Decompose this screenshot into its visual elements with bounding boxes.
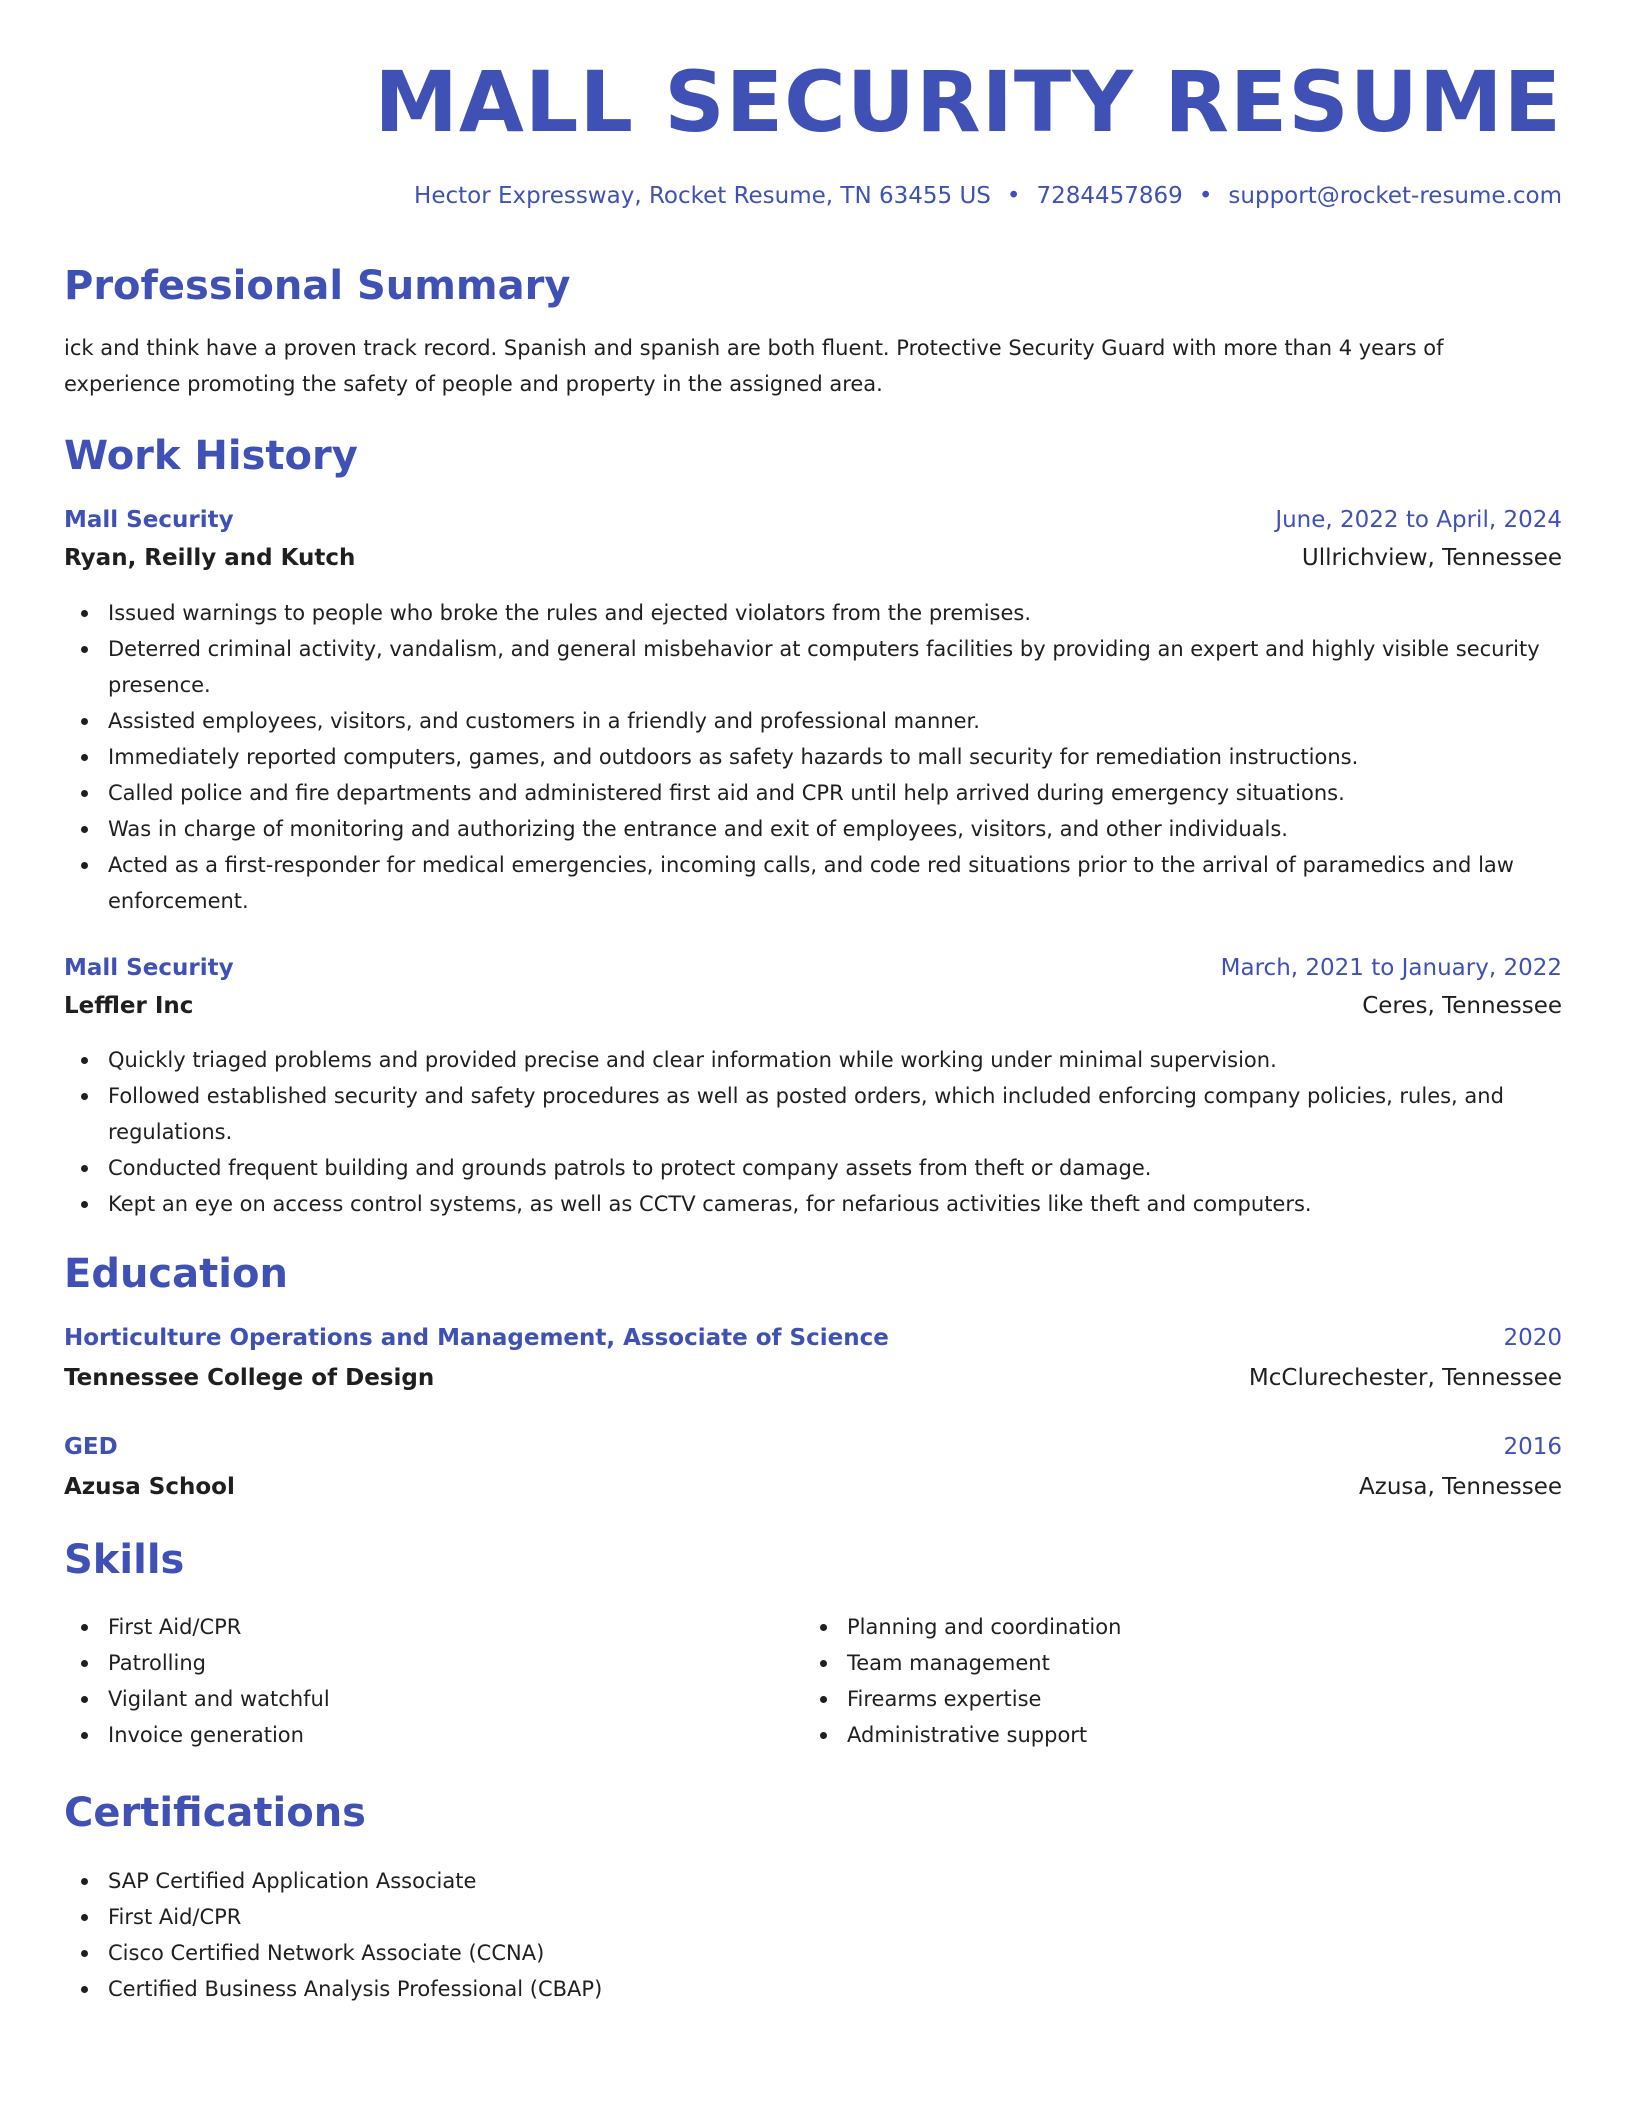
certification-item: Certified Business Analysis Professional (CBAP) [64,1971,1562,2007]
certification-item: Cisco Certified Network Associate (CCNA) [64,1935,1562,1971]
skill-item: Firearms expertise [803,1681,1523,1717]
school-name: Azusa School [64,1474,235,1500]
education-header [64,1320,1562,1356]
job-company: Ryan, Reilly and Kutch [64,545,356,571]
degree-name: GED [64,1434,118,1460]
skill-item: Vigilant and watchful [64,1681,784,1717]
skills-heading: Skills [64,1537,185,1583]
job-company-row [64,988,1562,1024]
job-duties-list [64,595,1562,919]
job-company: Leffler Inc [64,993,194,1019]
school-location: McClurechester, Tennessee [1248,1365,1562,1391]
email-link[interactable]: support@rocket-resume.com [1228,183,1562,209]
phone-text: 7284457869 [1036,183,1183,209]
skills-list-right [803,1609,1523,1753]
certification-item: First Aid/CPR [64,1899,1562,1935]
list-item: Immediately reported computers, games, and outdoors as safety hazards to mall security for remediation instructions. [64,739,1562,775]
education-heading: Education [64,1251,288,1297]
list-item: Acted as a first-responder for medical emergencies, incoming calls, and code red situations prior to the arrival of paramedics and law enforcement. [64,847,1562,919]
job-title: Mall Security [64,955,234,981]
bullet-separator: • [1198,183,1213,209]
job-dates: March, 2021 to January, 2022 [1220,955,1562,981]
contact-line [414,180,1562,212]
certification-item: SAP Certified Application Associate [64,1863,1562,1899]
job-location: Ceres, Tennessee [1362,993,1562,1019]
skill-item: Patrolling [64,1645,784,1681]
work-history-heading: Work History [64,433,358,479]
certifications-list [64,1863,1562,2007]
skills-list-left [64,1609,784,1753]
job-company-row [64,540,1562,576]
summary-text: ick and think have a proven track record. Spanish and spanish are both fluent. Protective Security Guard with more than 4 years of experience promoting the safety of people and property in the assigned area. [64,336,1444,396]
skill-item: Invoice generation [64,1717,784,1753]
address-text: Hector Expressway, Rocket Resume, TN 63455 US [414,183,991,209]
skill-item: Administrative support [803,1717,1523,1753]
job-dates: June, 2022 to April, 2024 [1275,507,1562,533]
list-item: Conducted frequent building and grounds patrols to protect company assets from theft or damage. [64,1150,1562,1186]
skill-item: Team management [803,1645,1523,1681]
list-item: Followed established security and safety procedures as well as posted orders, which included enforcing company policies, rules, and regulations. [64,1078,1562,1150]
school-location: Azusa, Tennessee [1359,1474,1562,1500]
list-item: Assisted employees, visitors, and customers in a friendly and professional manner. [64,703,1562,739]
skill-item: First Aid/CPR [64,1609,784,1645]
graduation-year: 2016 [1503,1434,1562,1460]
graduation-year: 2020 [1503,1325,1562,1351]
list-item: Issued warnings to people who broke the rules and ejected violators from the premises. [64,595,1562,631]
school-name: Tennessee College of Design [64,1365,435,1391]
list-item: Quickly triaged problems and provided precise and clear information while working under minimal supervision. [64,1042,1562,1078]
education-school-row [64,1360,1562,1396]
job-title: Mall Security [64,507,234,533]
education-header [64,1429,1562,1465]
resume-title: MALL SECURITY RESUME [374,53,1562,151]
list-item: Was in charge of monitoring and authorizing the entrance and exit of employees, visitors, and other individuals. [64,811,1562,847]
summary-heading: Professional Summary [64,263,571,309]
job-location: Ullrichview, Tennessee [1301,545,1562,571]
education-school-row [64,1469,1562,1505]
job-duties-list [64,1042,1562,1222]
list-item: Called police and fire departments and administered first aid and CPR until help arrived during emergency situations. [64,775,1562,811]
job-header [64,950,1562,986]
degree-name: Horticulture Operations and Management, Associate of Science [64,1325,889,1351]
list-item: Kept an eye on access control systems, as well as CCTV cameras, for nefarious activities like theft and computers. [64,1186,1562,1222]
list-item: Deterred criminal activity, vandalism, and general misbehavior at computers facilities by providing an expert and highly visible security presence. [64,631,1562,703]
bullet-separator: • [1006,183,1021,209]
skill-item: Planning and coordination [803,1609,1523,1645]
job-header [64,502,1562,538]
certifications-heading: Certifications [64,1790,366,1836]
